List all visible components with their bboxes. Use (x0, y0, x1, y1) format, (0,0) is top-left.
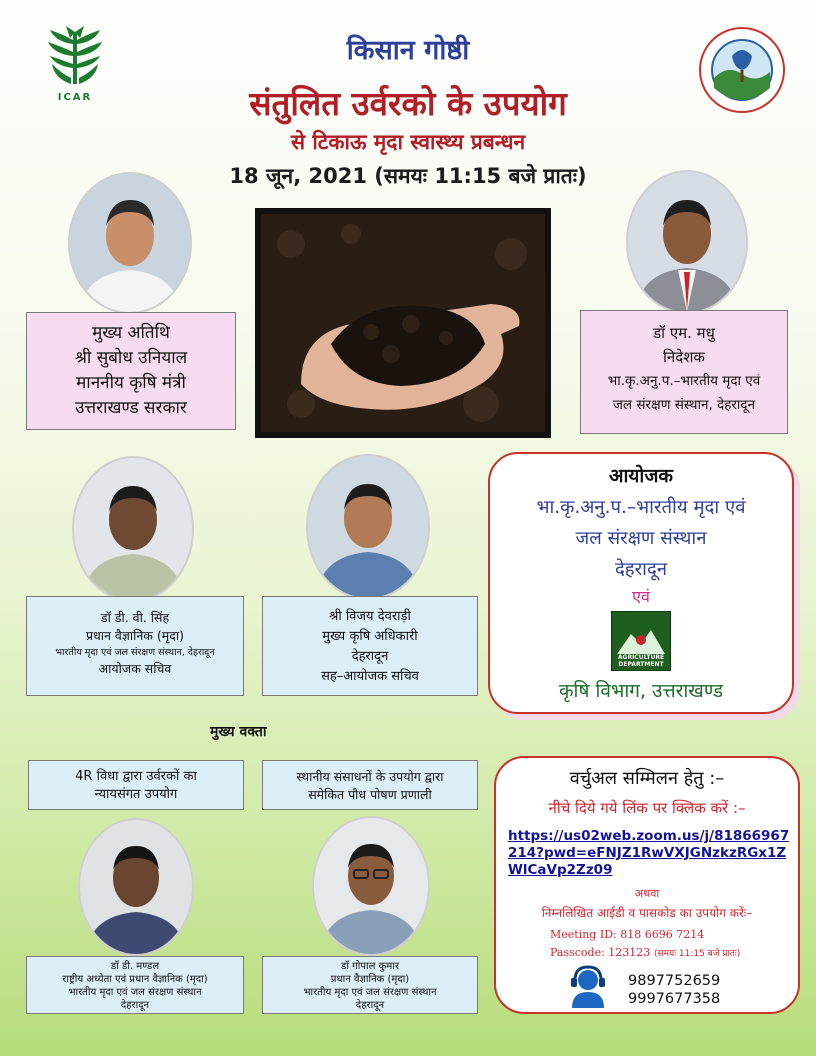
agriculture-department-logo (611, 611, 671, 671)
organizer-heading: आयोजक (608, 465, 674, 487)
agriculture-department-logo-text: AGRICULTURE DEPARTMENT (617, 654, 665, 668)
speaker1-designation: राष्ट्रीय अध्येता एवं प्रधान वैज्ञानिक (मृदा) (62, 974, 208, 985)
icar-logo-text: ICAR (57, 92, 93, 103)
organizer-line3: देहरादून (614, 559, 668, 580)
or-label: अथवा (634, 887, 660, 900)
event-subtitle: से टिकाऊ मृदा स्वास्थ्य प्रबन्धन (290, 130, 526, 154)
meeting-id: Meeting ID: 818 6696 7214 (550, 928, 705, 941)
co-secretary-role: सह–आयोजक सचिव (321, 669, 419, 684)
director-name: डॉ एम. मधु (653, 324, 715, 342)
virtual-meeting-box (494, 756, 800, 1014)
speakers-heading: मुख्य वक्ता (210, 724, 267, 740)
chief-guest-org: उत्तराखण्ड सरकार (75, 398, 187, 418)
director-designation: निदेशक (663, 348, 705, 366)
time-note: (समयः 11:15 बजे प्रातः) (654, 949, 741, 959)
director-card (580, 310, 788, 434)
co-secretary-location: देहरादून (351, 649, 389, 664)
zoom-link-line2[interactable]: 214?pwd=eFNJZ1RwVXJGNzkzRGx1Z (508, 845, 787, 861)
topic1-line2: न्यायसंगत उपयोग (94, 787, 178, 802)
passcode: Passcode: 123123 (550, 946, 651, 959)
topic1-line1: 4R विधा द्वारा उर्वरकों का (75, 769, 197, 784)
zoom-link[interactable] (508, 828, 796, 879)
topic1-box (28, 760, 244, 810)
organizer-line2: जल संरक्षण संस्थान (575, 528, 707, 549)
speaker2-designation: प्रधान वैज्ञानिक (मृदा) (330, 974, 410, 985)
zoom-link-line1[interactable]: https://us02web.zoom.us/j/81866967 (508, 828, 790, 844)
secretary-name: डॉ डी. वी. सिंह (100, 610, 170, 625)
topic2-line2: समेकित पौध पोषण प्रणाली (308, 787, 432, 802)
event-title: संतुलित उर्वरको के उपयोग (249, 84, 567, 123)
chief-guest-photo (68, 172, 192, 314)
secretary-photo (72, 456, 194, 602)
soil-hands-image (255, 208, 551, 438)
speaker2-name: डॉ गोपाल कुमार (341, 961, 399, 972)
chief-guest-card (26, 312, 236, 430)
virtual-instruction: नीचे दिये गये लिंक पर क्लिक करें :– (548, 799, 746, 817)
id-instruction: निम्नलिखित आईडी व पासकोड का उपयोग करेंः– (541, 906, 753, 920)
topic2-line1: स्थानीय संसाधनों के उपयोग द्वारा (296, 769, 444, 784)
speaker2-location: देहरादून (355, 1000, 385, 1011)
secretary-org: भारतीय मृदा एवं जल संरक्षण संस्थान, देहरादून (55, 647, 215, 658)
organizer-department: कृषि विभाग, उत्तराखण्ड (558, 680, 724, 702)
speaker1-name: डॉ डी. मण्डल (110, 961, 160, 972)
speaker1-org: भारतीय मृदा एवं जल संरक्षण संस्थान (68, 987, 202, 998)
co-secretary-name: श्री विजय देवराड़ी (329, 609, 411, 624)
speaker1-location: देहरादून (120, 1000, 150, 1011)
chief-guest-designation: माननीय कृषि मंत्री (76, 373, 186, 393)
phone-number-2: 9997677358 (628, 991, 721, 1007)
speaker1-photo (78, 818, 194, 956)
director-photo (626, 170, 748, 314)
chief-guest-role: मुख्य अतिथि (92, 323, 170, 343)
co-secretary-designation: मुख्य कृषि अधिकारी (322, 629, 418, 644)
organizer-and: एवं (632, 587, 650, 606)
topic2-box (262, 760, 478, 810)
co-secretary-card (262, 596, 478, 696)
organizer-box (488, 452, 794, 714)
speaker2-photo (312, 816, 430, 956)
organizer-line1: भा.कृ.अनु.प.–भारतीय मृदा एवं (536, 497, 746, 518)
director-org-line1: भा.कृ.अनु.प.–भारतीय मृदा एवं (607, 373, 761, 389)
director-org-line2: जल संरक्षण संस्थान, देहरादून (612, 397, 756, 413)
phone-numbers (628, 972, 720, 1008)
phone-number-1: 9897752659 (628, 973, 721, 989)
chief-guest-name: श्री सुबोध उनियाल (74, 348, 188, 368)
secretary-role: आयोजक सचिव (98, 661, 172, 676)
helpline-icon (566, 964, 610, 1008)
virtual-heading: वर्चुअल सम्मिलन हेतु :– (569, 768, 725, 789)
event-date-time: 18 जून, 2021 (समयः 11:15 बजे प्रातः) (229, 164, 587, 188)
secretary-card (26, 596, 244, 696)
zoom-link-line3[interactable]: WlCaVp2Zz09 (508, 862, 613, 878)
event-type: किसान गोष्ठी (346, 35, 470, 66)
speaker1-card (26, 956, 244, 1014)
speaker2-card (262, 956, 478, 1014)
secretary-designation: प्रधान वैज्ञानिक (मृदा) (85, 628, 184, 643)
speaker2-org: भारतीय मृदा एवं जल संरक्षण संस्थान (303, 987, 437, 998)
co-secretary-photo (306, 454, 430, 600)
